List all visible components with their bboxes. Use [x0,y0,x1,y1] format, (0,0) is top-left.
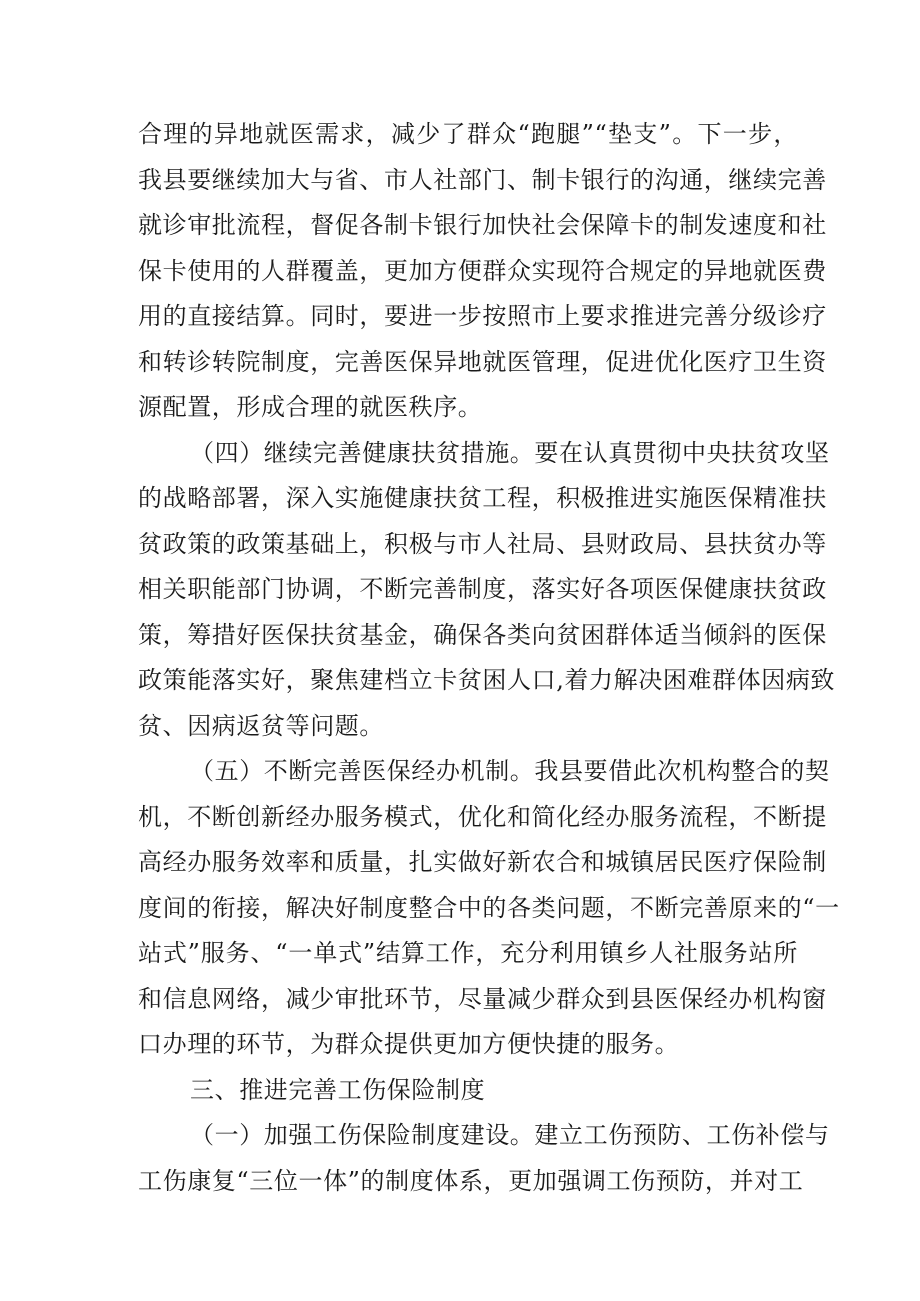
text-line: 口办理的环节，为群众提供更加方便快捷的服务。 [138,1030,680,1058]
text-line: 高经办服务效率和质量，扎实做好新农合和城镇居民医疗保险制 [138,848,827,876]
text-line: 政策能落实好，聚焦建档立卡贫困人口,着力解决困难群体因病致 [138,666,836,694]
text-line: （一）加强工伤保险制度建设。建立工伤预防、工伤补偿与 [190,1121,830,1149]
paragraph-insurance-handling [138,749,840,1068]
text-line: 和转诊转院制度，完善医保异地就医管理，促进优化医疗卫生资 [138,347,827,376]
text-line: 贫政策的政策基础上，积极与市人社局、县财政局、县扶贫办等 [138,529,827,558]
paragraph-work-injury [138,1113,830,1204]
text-line: （五）不断完善医保经办机制。我县要借此次机构整合的契 [190,757,830,785]
text-line: 的战略部署，深入实施健康扶贫工程，积极推进实施医保精准扶 [138,484,827,512]
text-line: 源配置，形成合理的就医秩序。 [138,393,483,421]
text-line: 保卡使用的人群覆盖，更加方便群众实现符合规定的异地就医费 [138,256,827,285]
text-line: 站式”服务、“一单式”结算工作，充分利用镇乡人社服务站所 [138,939,798,967]
text-line: 贫、因病返贫等问题。 [138,711,384,740]
section-heading: 三、推进完善工伤保险制度 [190,1075,486,1104]
text-line: 工伤康复“三位一体”的制度体系，更加强调工伤预防，并对工 [138,1166,804,1195]
paragraph-continuation [138,112,827,431]
text-line: 我县要继续加大与省、市人社部门、制卡银行的沟通，继续完善 [138,165,827,194]
text-line: 和信息网络，减少审批环节，尽量减少群众到县医保经办机构窗 [138,984,827,1013]
text-line: 合理的异地就医需求，减少了群众“跑腿”“垫支”。下一步， [138,120,798,148]
text-line: 策，筹措好医保扶贫基金，确保各类向贫困群体适当倾斜的医保 [138,620,827,649]
paragraph-health-poverty [138,431,836,750]
document-body [138,112,840,1204]
text-line: 机，不断创新经办服务模式，优化和简化经办服务流程，不断提 [138,802,827,831]
text-line: 就诊审批流程，督促各制卡银行加快社会保障卡的制发速度和社 [138,211,827,239]
text-line: （四）继续完善健康扶贫措施。要在认真贯彻中央扶贫攻坚 [190,438,830,467]
text-line: 相关职能部门协调，不断完善制度，落实好各项医保健康扶贫政 [138,575,827,603]
text-line: 度间的衔接，解决好制度整合中的各类问题，不断完善原来的“一 [138,893,840,922]
text-line: 用的直接结算。同时，要进一步按照市上要求推进完善分级诊疗 [138,302,827,330]
